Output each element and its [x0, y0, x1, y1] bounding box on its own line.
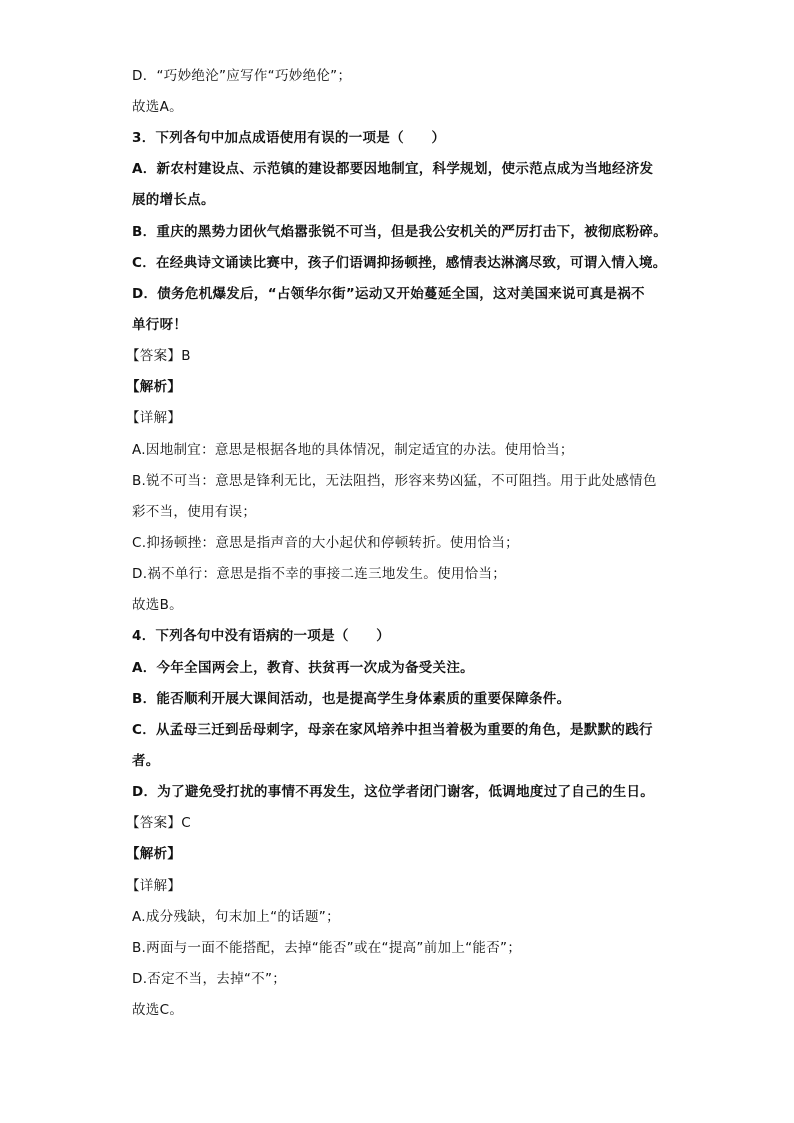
question-3-option-b: B．重庆的黑势力团伙气焰嚣张锐不可当，但是我公安机关的严厉打击下，被彻底粉碎。 — [132, 224, 667, 240]
question-3-option-a-cont: 展的增长点。 — [132, 192, 215, 208]
analysis-tag: 【解析】 — [126, 846, 182, 862]
explanation-line: A.成分残缺，句末加上“的话题”； — [132, 909, 340, 925]
detail-tag: 【详解】 — [126, 410, 182, 426]
question-4-option-c: C．从孟母三迁到岳母刺字，母亲在家风培养中担当着极为重要的角色，是默默的践行 — [132, 722, 653, 738]
detail-tag: 【详解】 — [126, 878, 182, 894]
question-3-option-c: C．在经典诗文诵读比赛中，孩子们语调抑扬顿挫，感情表达淋漓尽致，可谓入情入境。 — [132, 255, 667, 271]
explanation-line: C.抑扬顿挫：意思是指声音的大小起伏和停顿转折。使用恰当； — [132, 535, 519, 551]
question-3-option-a: A．新农村建设点、示范镇的建设都要因地制宜，科学规划，使示范点成为当地经济发 — [132, 161, 654, 177]
conclusion-line: 故选B。 — [132, 597, 183, 613]
explanation-line: D.否定不当，去掉“不”； — [132, 971, 287, 987]
explanation-line: A.因地制宜：意思是根据各地的具体情况，制定适宜的办法。使用恰当； — [132, 442, 574, 458]
answer-tag: 【答案】B — [126, 348, 191, 364]
conclusion-line: 故选C。 — [132, 1002, 184, 1018]
explanation-line: B.锐不可当：意思是锋利无比，无法阻挡，形容来势凶猛，不可阻挡。用于此处感情色 — [132, 473, 657, 489]
question-4-option-a: A．今年全国两会上，教育、扶贫再一次成为备受关注。 — [132, 660, 474, 676]
text-line: 故选A。 — [132, 99, 183, 115]
question-4-option-b: B．能否顺利开展大课间活动，也是提高学生身体素质的重要保障条件。 — [132, 691, 571, 707]
answer-tag: 【答案】C — [126, 815, 191, 831]
question-3-option-d: D．债务危机爆发后，“占领华尔街”运动又开始蔓延全国，这对美国来说可真是祸不 — [132, 286, 645, 302]
question-4-option-d: D．为了避免受打扰的事情不再发生，这位学者闭门谢客，低调地度过了自己的生日。 — [132, 784, 655, 800]
analysis-tag: 【解析】 — [126, 379, 182, 395]
question-4-option-c-cont: 者。 — [132, 753, 160, 769]
question-3-stem: 3．下列各句中加点成语使用有误的一项是（ ） — [132, 130, 446, 146]
question-3-option-d-cont: 单行呀！ — [132, 317, 188, 333]
question-4-stem: 4．下列各句中没有语病的一项是（ ） — [132, 628, 391, 644]
explanation-line: 彩不当，使用有误； — [132, 504, 257, 520]
text-line: D．“巧妙绝沦”应写作“巧妙绝伦”； — [132, 68, 352, 84]
explanation-line: D.祸不单行：意思是指不幸的事接二连三地发生。使用恰当； — [132, 566, 507, 582]
explanation-line: B.两面与一面不能搭配，去掉“能否”或在“提高”前加上“能否”； — [132, 940, 522, 956]
